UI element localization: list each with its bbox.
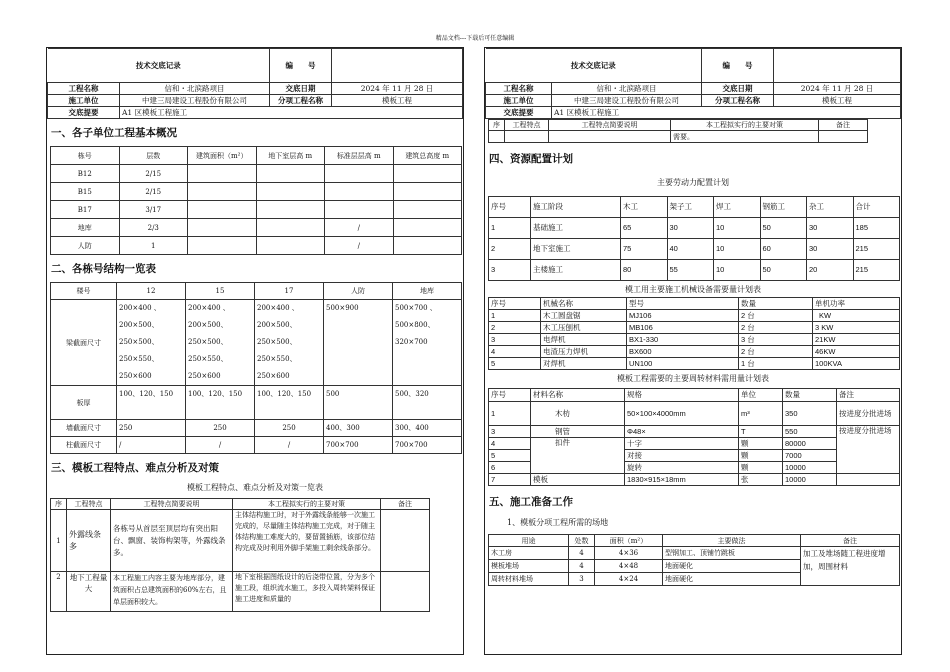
table-header: 材料名称 — [531, 389, 625, 402]
table-header: 序 — [489, 120, 505, 131]
cell: m³ — [739, 402, 783, 426]
table-header: 序号 — [489, 298, 541, 310]
table-header: 建筑总高度 m — [393, 147, 462, 165]
labor-caption: 主要劳动力配置计划 — [657, 178, 729, 187]
section-5-title: 五、施工准备工作 — [489, 496, 573, 508]
cell: 185 — [853, 218, 900, 239]
cell — [819, 131, 868, 143]
table-row — [51, 437, 462, 454]
cell: 40 — [667, 239, 714, 260]
cell: B15 — [51, 183, 120, 201]
cell: 按进度分批进场 — [837, 426, 900, 474]
cell — [256, 183, 325, 201]
table-header: 规格 — [625, 389, 739, 402]
cell: 十字 — [625, 438, 739, 450]
cell: 5 — [489, 450, 531, 462]
cell: 扣件 — [531, 438, 625, 474]
table-header: 面积（m²） — [595, 535, 663, 547]
cell: BX600 — [627, 346, 739, 358]
cell — [393, 183, 462, 201]
cell: 250 — [255, 420, 324, 437]
table-header: 序号 — [489, 389, 531, 402]
cell: 400、300 — [324, 420, 393, 437]
section-4-title: 四、资源配置计划 — [489, 153, 573, 165]
project-name: 信和・北滨路项目 — [552, 83, 702, 95]
cell: 5 — [489, 358, 541, 370]
cell: 2/15 — [119, 183, 188, 201]
cell: 350 — [783, 402, 837, 426]
cell: B17 — [51, 201, 120, 219]
cell — [325, 165, 394, 183]
table-row — [51, 201, 462, 219]
cell — [381, 572, 430, 612]
table-header: 工程特点简要说明 — [549, 120, 671, 131]
subitem-label: 分项工程名称 — [702, 95, 774, 107]
cell: 颗 — [739, 462, 783, 474]
cell: B12 — [51, 165, 120, 183]
table-header: 15 — [186, 283, 255, 300]
table-header: 用途 — [489, 535, 569, 547]
cell: 1 — [51, 510, 67, 572]
cell: 木工圆盘锯 — [541, 310, 627, 322]
cell: 1 — [489, 310, 541, 322]
structure-table — [50, 282, 462, 454]
cell: 300、400 — [393, 420, 462, 437]
cell: 本工程施工内容主要为地库部分，建筑面积占总建筑面积的60%左右，且单层面积较大。 — [111, 572, 233, 612]
cell: 2 — [489, 239, 531, 260]
unit-value: 中建三局建设工程股份有限公司 — [120, 95, 270, 107]
unit-value: 中建三局建设工程股份有限公司 — [552, 95, 702, 107]
table-header: 序号 — [489, 197, 531, 218]
cell: 基础施工 — [531, 218, 621, 239]
table-row — [489, 239, 900, 260]
cell: 500、320 — [393, 386, 462, 420]
table-row — [51, 386, 462, 420]
row-label: 梁截面尺寸 — [51, 300, 117, 386]
number-label: 编 号 — [702, 49, 774, 83]
date-label: 交底日期 — [702, 83, 774, 95]
cell: 500×900 — [324, 300, 393, 386]
cell: 3 — [489, 334, 541, 346]
cell — [256, 237, 325, 255]
cell: 65 — [621, 218, 668, 239]
cell: MB106 — [627, 322, 739, 334]
cell: Φ48× — [625, 426, 739, 438]
cell: / — [325, 237, 394, 255]
cell: 30 — [667, 218, 714, 239]
table-row — [51, 572, 430, 612]
cell: BX1-330 — [627, 334, 739, 346]
cell — [393, 237, 462, 255]
cell: 外露线条多 — [67, 510, 111, 572]
cell: 75 — [621, 239, 668, 260]
table-header: 单机功率 — [813, 298, 900, 310]
summary-value: A1 区模板工程施工 — [120, 107, 463, 119]
cell: 30 — [807, 218, 854, 239]
cell: 按进度分批进场 — [837, 402, 900, 426]
subitem-value: 模板工程 — [774, 95, 901, 107]
cell: 钢管 — [531, 426, 625, 438]
cell: KW — [813, 310, 900, 322]
cell: 100KVA — [813, 358, 900, 370]
cell — [505, 131, 549, 143]
table-row — [489, 334, 900, 346]
table-header: 数量 — [783, 389, 837, 402]
unit-label: 施工单位 — [48, 95, 120, 107]
overview-table — [50, 146, 462, 255]
cell — [256, 219, 325, 237]
cell: 200×400 、200×500、250×500、250×550、250×600 — [255, 300, 324, 386]
table-header: 备注 — [801, 535, 900, 547]
cell: 地库 — [51, 219, 120, 237]
cell: 250 — [117, 420, 186, 437]
machinery-table — [488, 297, 900, 370]
cell: 80 — [621, 260, 668, 281]
table-row — [489, 310, 900, 322]
cell — [549, 131, 671, 143]
subitem-label: 分项工程名称 — [270, 95, 332, 107]
cell: 各栋号从首层至顶层均有突出阳台、飘窗、装饰构架等，外露线条多。 — [111, 510, 233, 572]
cell: 主楼施工 — [531, 260, 621, 281]
project-label: 工程名称 — [486, 83, 552, 95]
cell — [325, 201, 394, 219]
table-header: 型号 — [627, 298, 739, 310]
cell: 100、120、150 — [255, 386, 324, 420]
table-row — [489, 218, 900, 239]
site-table — [488, 534, 900, 586]
table-header: 处数 — [569, 535, 595, 547]
cell: 地下室根据图纸设计的后浇带位置，分为多个施工段，组织流水施工，多投入周转架料保证施工进度和质量的 — [233, 572, 381, 612]
number-label: 编 号 — [270, 49, 332, 83]
table-header: 钢筋工 — [760, 197, 807, 218]
table-row — [489, 260, 900, 281]
summary-label: 交底提要 — [486, 107, 552, 119]
cell: 3 台 — [739, 334, 813, 346]
cell: / — [325, 219, 394, 237]
date-value: 2024 年 11 月 28 日 — [774, 83, 901, 95]
cell: 50 — [760, 260, 807, 281]
table-row — [489, 322, 900, 334]
cell: 旋转 — [625, 462, 739, 474]
cell: 10 — [714, 239, 761, 260]
top-note: 精品文档---下载后可任意编辑 — [435, 35, 515, 42]
header-table — [47, 48, 463, 119]
cell: 2 台 — [739, 346, 813, 358]
cell: / — [255, 437, 324, 454]
table-header: 人防 — [324, 283, 393, 300]
cell: 21KW — [813, 334, 900, 346]
table-row — [489, 131, 868, 143]
table-header: 架子工 — [667, 197, 714, 218]
cell: 颗 — [739, 450, 783, 462]
cell — [393, 201, 462, 219]
cell: 7 — [489, 474, 531, 486]
cell: 张 — [739, 474, 783, 486]
cell: 型钢加工、顶铺竹跳板 — [663, 547, 801, 560]
cell: 2 — [489, 322, 541, 334]
cell: 电焊机 — [541, 334, 627, 346]
table-row — [489, 402, 900, 426]
cell: 50 — [760, 218, 807, 239]
cell: 10000 — [783, 474, 837, 486]
cell: 3 — [489, 426, 531, 438]
table-row — [51, 510, 430, 572]
table-row — [51, 165, 462, 183]
row-label: 柱截面尺寸 — [51, 437, 117, 454]
cell — [188, 165, 257, 183]
summary-label: 交底提要 — [48, 107, 120, 119]
cell: 550 — [783, 426, 837, 438]
table-row — [51, 219, 462, 237]
table-row — [51, 183, 462, 201]
cell: 250 — [186, 420, 255, 437]
cell: 55 — [667, 260, 714, 281]
cell — [393, 219, 462, 237]
materials-caption: 模板工程需要的主要周转材料需用量计划表 — [617, 374, 769, 383]
cell: 700×700 — [393, 437, 462, 454]
cell: 500×700 、500×800、320×700 — [393, 300, 462, 386]
right-page — [484, 47, 902, 655]
table-header: 楼号 — [51, 283, 117, 300]
number-value — [774, 49, 901, 83]
cell: 2/15 — [119, 165, 188, 183]
project-name: 信和・北滨路项目 — [120, 83, 270, 95]
table-row — [51, 300, 462, 386]
table-row — [51, 237, 462, 255]
table-header: 本工程拟实行的主要对策 — [671, 120, 819, 131]
table-row — [489, 547, 900, 560]
cell: 100、120、150 — [186, 386, 255, 420]
table-header: 工程特点 — [505, 120, 549, 131]
cell: 木工房 — [489, 547, 569, 560]
section-1-title: 一、各子单位工程基本概况 — [51, 127, 177, 139]
cell: 模板 — [531, 474, 625, 486]
cell: 80000 — [783, 438, 837, 450]
table-row — [489, 474, 900, 486]
cell: 地下工程量大 — [67, 572, 111, 612]
cell: 模板堆场 — [489, 560, 569, 573]
features-table — [50, 498, 430, 612]
features-continued-table — [488, 119, 868, 143]
summary-value: A1 区模板工程施工 — [552, 107, 901, 119]
cell: 3/17 — [119, 201, 188, 219]
cell: 4×48 — [595, 560, 663, 573]
table-row — [51, 420, 462, 437]
cell: 地面硬化 — [663, 560, 801, 573]
cell — [256, 201, 325, 219]
table-header: 工程特点简要说明 — [111, 499, 233, 510]
doc-title: 技术交底记录 — [486, 49, 702, 83]
cell: 10000 — [783, 462, 837, 474]
table-header: 本工程拟实行的主要对策 — [233, 499, 381, 510]
cell: 4×24 — [595, 573, 663, 586]
table-header: 合计 — [853, 197, 900, 218]
cell: 需要。 — [671, 131, 819, 143]
table-header: 机械名称 — [541, 298, 627, 310]
site-caption: 1、模板分项工程所需的场地 — [507, 518, 609, 527]
cell: 1 — [489, 218, 531, 239]
table-header: 建筑面积（m²） — [188, 147, 257, 165]
table-header: 层数 — [119, 147, 188, 165]
cell: 1 — [119, 237, 188, 255]
cell: 对接 — [625, 450, 739, 462]
cell: 3 KW — [813, 322, 900, 334]
cell: 30 — [807, 239, 854, 260]
table-caption: 模板工程特点、难点分析及对策一览表 — [187, 483, 323, 492]
table-header: 焊工 — [714, 197, 761, 218]
table-header: 17 — [255, 283, 324, 300]
cell: 人防 — [51, 237, 120, 255]
cell — [325, 183, 394, 201]
project-label: 工程名称 — [48, 83, 120, 95]
cell: 20 — [807, 260, 854, 281]
cell — [256, 165, 325, 183]
cell — [393, 165, 462, 183]
table-row — [489, 358, 900, 370]
table-header: 备注 — [837, 389, 900, 402]
cell: / — [117, 437, 186, 454]
cell: 1 — [489, 402, 531, 426]
table-header: 地下室层高 m — [256, 147, 325, 165]
row-label: 墙截面尺寸 — [51, 420, 117, 437]
section-2-title: 二、各栋号结构一览表 — [51, 263, 156, 275]
cell: 500 — [324, 386, 393, 420]
cell: 200×400 、200×500、250×500、250×550、250×600 — [186, 300, 255, 386]
cell: T — [739, 426, 783, 438]
cell: 对焊机 — [541, 358, 627, 370]
cell: 4 — [569, 547, 595, 560]
cell — [188, 201, 257, 219]
cell: 4 — [489, 438, 531, 450]
cell: 10 — [714, 218, 761, 239]
table-header: 备注 — [819, 120, 868, 131]
cell: MJ106 — [627, 310, 739, 322]
cell: 3 — [489, 260, 531, 281]
cell: 50×100×4000mm — [625, 402, 739, 426]
cell: 1830×915×18mm — [625, 474, 739, 486]
cell: 木枋 — [531, 402, 625, 426]
table-header: 栋号 — [51, 147, 120, 165]
cell: 3 — [569, 573, 595, 586]
cell — [188, 237, 257, 255]
section-3-title: 三、模板工程特点、难点分析及对策 — [51, 462, 219, 474]
date-value: 2024 年 11 月 28 日 — [332, 83, 463, 95]
cell: 主体结构施工时，对于外露线条能够一次施工完成的，尽量随主体结构施工完成，对于随主体结构施工难度大的，要留置插筋，该部位结构完成及时利用外脚手架施工剩余线条部分。 — [233, 510, 381, 572]
cell: 4 — [569, 560, 595, 573]
cell: 2 台 — [739, 322, 813, 334]
number-value — [332, 49, 463, 83]
cell: 2 — [51, 572, 67, 612]
header-table — [485, 48, 901, 119]
table-header: 标准层层高 m — [325, 147, 394, 165]
cell — [188, 219, 257, 237]
cell: 100、120、150 — [117, 386, 186, 420]
cell: 215 — [853, 260, 900, 281]
doc-title: 技术交底记录 — [48, 49, 270, 83]
table-header: 数量 — [739, 298, 813, 310]
table-header: 地库 — [393, 283, 462, 300]
row-label: 板厚 — [51, 386, 117, 420]
labor-table — [488, 196, 900, 281]
table-row — [489, 346, 900, 358]
cell: 4×36 — [595, 547, 663, 560]
table-header: 施工阶段 — [531, 197, 621, 218]
cell: 木工压刨机 — [541, 322, 627, 334]
table-header: 备注 — [381, 499, 430, 510]
cell: UN100 — [627, 358, 739, 370]
cell: 4 — [489, 346, 541, 358]
cell: 10 — [714, 260, 761, 281]
table-header: 杂工 — [807, 197, 854, 218]
cell: 700×700 — [324, 437, 393, 454]
cell — [381, 510, 430, 572]
cell: 46KW — [813, 346, 900, 358]
machinery-caption: 模工用主要施工机械设备需要量计划表 — [625, 285, 761, 294]
table-row — [489, 426, 900, 438]
table-header: 12 — [117, 283, 186, 300]
cell: 2 台 — [739, 310, 813, 322]
unit-label: 施工单位 — [486, 95, 552, 107]
cell — [489, 131, 505, 143]
table-header: 木工 — [621, 197, 668, 218]
table-header: 序 — [51, 499, 67, 510]
table-header: 主要做法 — [663, 535, 801, 547]
cell: 地面硬化 — [663, 573, 801, 586]
cell: 7000 — [783, 450, 837, 462]
cell: 地下室施工 — [531, 239, 621, 260]
cell: 60 — [760, 239, 807, 260]
cell: 1 台 — [739, 358, 813, 370]
cell: 200×400 、200×500、250×500、250×550、250×600 — [117, 300, 186, 386]
materials-table — [488, 388, 900, 486]
cell: 周转材料堆场 — [489, 573, 569, 586]
subitem-value: 模板工程 — [332, 95, 463, 107]
cell: / — [186, 437, 255, 454]
cell: 加工及堆场随工程进度增加，周围材料 — [801, 547, 900, 586]
cell: 2/3 — [119, 219, 188, 237]
date-label: 交底日期 — [270, 83, 332, 95]
cell: 6 — [489, 462, 531, 474]
cell: 215 — [853, 239, 900, 260]
left-page — [46, 47, 464, 655]
table-header: 单位 — [739, 389, 783, 402]
cell — [837, 474, 900, 486]
table-header: 工程特点 — [67, 499, 111, 510]
cell — [188, 183, 257, 201]
cell: 颗 — [739, 438, 783, 450]
cell: 电渣压力焊机 — [541, 346, 627, 358]
